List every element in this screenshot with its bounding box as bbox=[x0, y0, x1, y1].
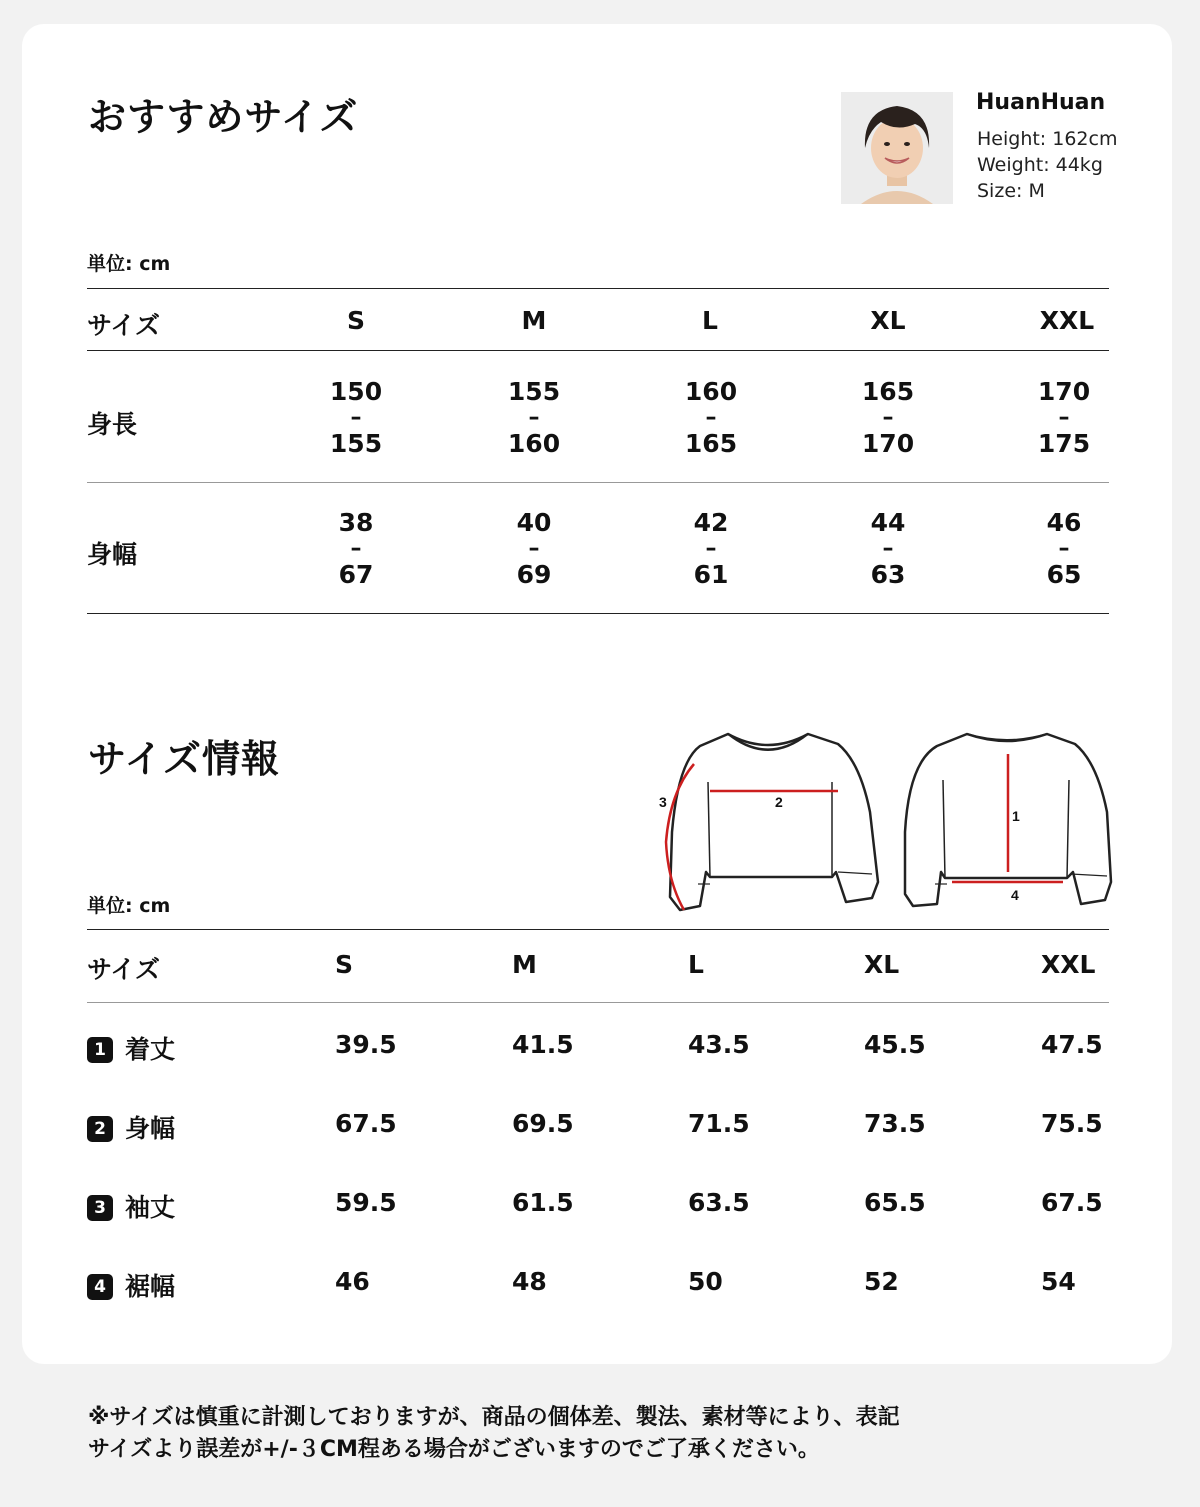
info-cell: 71.5 bbox=[688, 1109, 750, 1138]
info-cell: 54 bbox=[1041, 1267, 1076, 1296]
size-guide-card bbox=[22, 24, 1172, 1364]
info-header-xxl: XXL bbox=[1041, 950, 1096, 979]
info-cell: 47.5 bbox=[1041, 1030, 1103, 1059]
recommend-header-s: S bbox=[346, 306, 365, 335]
recommend-range-cell: 150 – 155 bbox=[329, 377, 383, 458]
recommend-range-cell: 40 – 69 bbox=[516, 508, 552, 589]
recommend-range-cell: 155 – 160 bbox=[507, 377, 561, 458]
info-cell: 61.5 bbox=[512, 1188, 574, 1217]
recommend-range-cell: 160 – 165 bbox=[684, 377, 738, 458]
info-cell: 65.5 bbox=[864, 1188, 926, 1217]
recommend-title: おすすめサイズ bbox=[88, 95, 359, 139]
info-cell: 43.5 bbox=[688, 1030, 750, 1059]
info-header-size: サイズ bbox=[87, 955, 161, 984]
disclaimer-line: サイズより誤差が+/-３CM程ある場合がございますのでご了承ください。 bbox=[88, 1437, 820, 1462]
table-rule-bottom bbox=[87, 613, 1109, 614]
recommend-header-l: L bbox=[702, 306, 718, 335]
table-rule-row bbox=[87, 482, 1109, 483]
model-weight: Weight: 44kg bbox=[977, 154, 1103, 176]
info-header-xl: XL bbox=[864, 950, 900, 979]
recommend-unit: 単位: cm bbox=[87, 253, 171, 275]
measure-label: 3 bbox=[659, 794, 667, 810]
measure-label: 2 bbox=[775, 794, 783, 810]
recommend-range-cell: 38 – 67 bbox=[338, 508, 374, 589]
info-cell: 45.5 bbox=[864, 1030, 926, 1059]
sweater-back-diagram bbox=[895, 722, 1125, 922]
info-rule-header bbox=[87, 1002, 1109, 1003]
info-header-l: L bbox=[688, 950, 704, 979]
info-row-label: 4 裾幅 bbox=[87, 1267, 175, 1303]
info-cell: 59.5 bbox=[335, 1188, 397, 1217]
number-badge: 4 bbox=[87, 1274, 113, 1300]
measure-label: 1 bbox=[1012, 808, 1020, 824]
recommend-range-cell: 46 – 65 bbox=[1046, 508, 1082, 589]
recommend-header-xl: XL bbox=[870, 306, 906, 335]
info-row-label: 1 着丈 bbox=[87, 1030, 175, 1066]
info-cell: 63.5 bbox=[688, 1188, 750, 1217]
info-cell: 67.5 bbox=[1041, 1188, 1103, 1217]
recommend-header-size: サイズ bbox=[87, 311, 161, 340]
size-disclaimer bbox=[88, 1402, 1128, 1466]
recommend-row-label: 身長 bbox=[87, 410, 138, 439]
info-row-label: 2 身幅 bbox=[87, 1109, 175, 1145]
info-rule-top bbox=[87, 929, 1109, 930]
model-avatar bbox=[841, 92, 953, 204]
recommend-header-m: M bbox=[521, 306, 547, 335]
model-height: Height: 162cm bbox=[977, 128, 1118, 150]
info-cell: 75.5 bbox=[1041, 1109, 1103, 1138]
number-badge: 1 bbox=[87, 1037, 113, 1063]
info-row-label: 3 袖丈 bbox=[87, 1188, 175, 1224]
recommend-range-cell: 42 – 61 bbox=[693, 508, 729, 589]
model-name: HuanHuan bbox=[976, 90, 1106, 115]
info-cell: 39.5 bbox=[335, 1030, 397, 1059]
info-cell: 67.5 bbox=[335, 1109, 397, 1138]
sweater-front-diagram bbox=[650, 722, 890, 922]
disclaimer-line: ※サイズは慎重に計測しておりますが、商品の個体差、製法、素材等により、表記 bbox=[88, 1405, 900, 1430]
recommend-row-label: 身幅 bbox=[87, 540, 138, 569]
info-title: サイズ情報 bbox=[88, 737, 280, 781]
info-cell: 69.5 bbox=[512, 1109, 574, 1138]
measure-label: 4 bbox=[1011, 887, 1019, 903]
recommend-range-cell: 165 – 170 bbox=[861, 377, 915, 458]
recommend-range-cell: 170 – 175 bbox=[1037, 377, 1091, 458]
info-header-m: M bbox=[512, 950, 537, 979]
model-size: Size: M bbox=[977, 180, 1045, 202]
info-cell: 46 bbox=[335, 1267, 370, 1296]
info-cell: 50 bbox=[688, 1267, 723, 1296]
info-unit: 単位: cm bbox=[87, 895, 171, 917]
info-cell: 41.5 bbox=[512, 1030, 574, 1059]
number-badge: 3 bbox=[87, 1195, 113, 1221]
info-cell: 52 bbox=[864, 1267, 899, 1296]
info-cell: 48 bbox=[512, 1267, 547, 1296]
recommend-range-cell: 44 – 63 bbox=[870, 508, 906, 589]
recommend-header-xxl: XXL bbox=[1039, 306, 1095, 335]
info-cell: 73.5 bbox=[864, 1109, 926, 1138]
number-badge: 2 bbox=[87, 1116, 113, 1142]
table-rule-top bbox=[87, 288, 1109, 289]
table-rule-header bbox=[87, 350, 1109, 351]
info-header-s: S bbox=[335, 950, 354, 979]
